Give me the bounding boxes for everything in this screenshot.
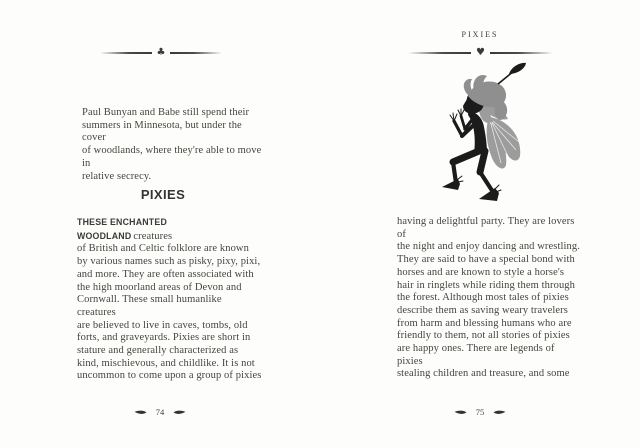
left-divider <box>100 46 222 60</box>
intro-paragraph: Paul Bunyan and Babe still spend their summers in Minnesota, but under the cover of woodlands, where they're able to move in relative secrecy. <box>82 107 262 182</box>
page-number: 75 <box>475 407 485 417</box>
divider-line <box>170 52 222 53</box>
leaf-ornament-icon <box>454 409 467 416</box>
page-right <box>320 0 640 448</box>
page-number: 74 <box>155 407 165 417</box>
divider-line <box>408 52 471 53</box>
club-leaf-icon: ♣ <box>156 47 166 58</box>
lead-in-caps: THESE ENCHANTED WOODLAND <box>77 217 167 241</box>
leaf-ornament-icon <box>493 409 506 416</box>
footer-right <box>320 406 640 418</box>
body-paragraph-left <box>77 216 263 383</box>
divider-line <box>100 52 152 53</box>
body-text: creatures of British and Celtic folklore are known by various names such as pisky, pixy, pixi, and more. They are often associated with the high moorland areas of Devon and Cornwall. These small humanlike creatures are believed to live in caves, tombs, old forts, and graveyards. Pixies are short in stature and generally characterized as kind, mischievous, and childlike. It is not uncommon to come upon a group of pixies <box>77 230 262 382</box>
divider-line <box>490 52 553 53</box>
leaf-ornament-icon <box>173 409 186 416</box>
heart-icon: ♥ <box>476 47 485 58</box>
section-heading: PIXIES <box>140 187 186 202</box>
body-paragraph-right: having a delightful party. They are lovers of the night and enjoy dancing and wrestling. They are said to have a special bond with horses and are known to style a horse's hair in ringlets while riding them through the forest. Although most tales of pixies describe them as saving weary travelers from harm and blessing humans who are friendly to them, not all stories of pixies are happy ones. There are legends of pixies stealing children and treasure, and some <box>397 216 580 380</box>
pixie-illustration <box>413 58 543 213</box>
footer-left <box>0 406 320 418</box>
leaf-ornament-icon <box>134 409 147 416</box>
running-head: PIXIES <box>461 30 499 39</box>
dancing-pixie-silhouette-icon <box>413 58 543 213</box>
